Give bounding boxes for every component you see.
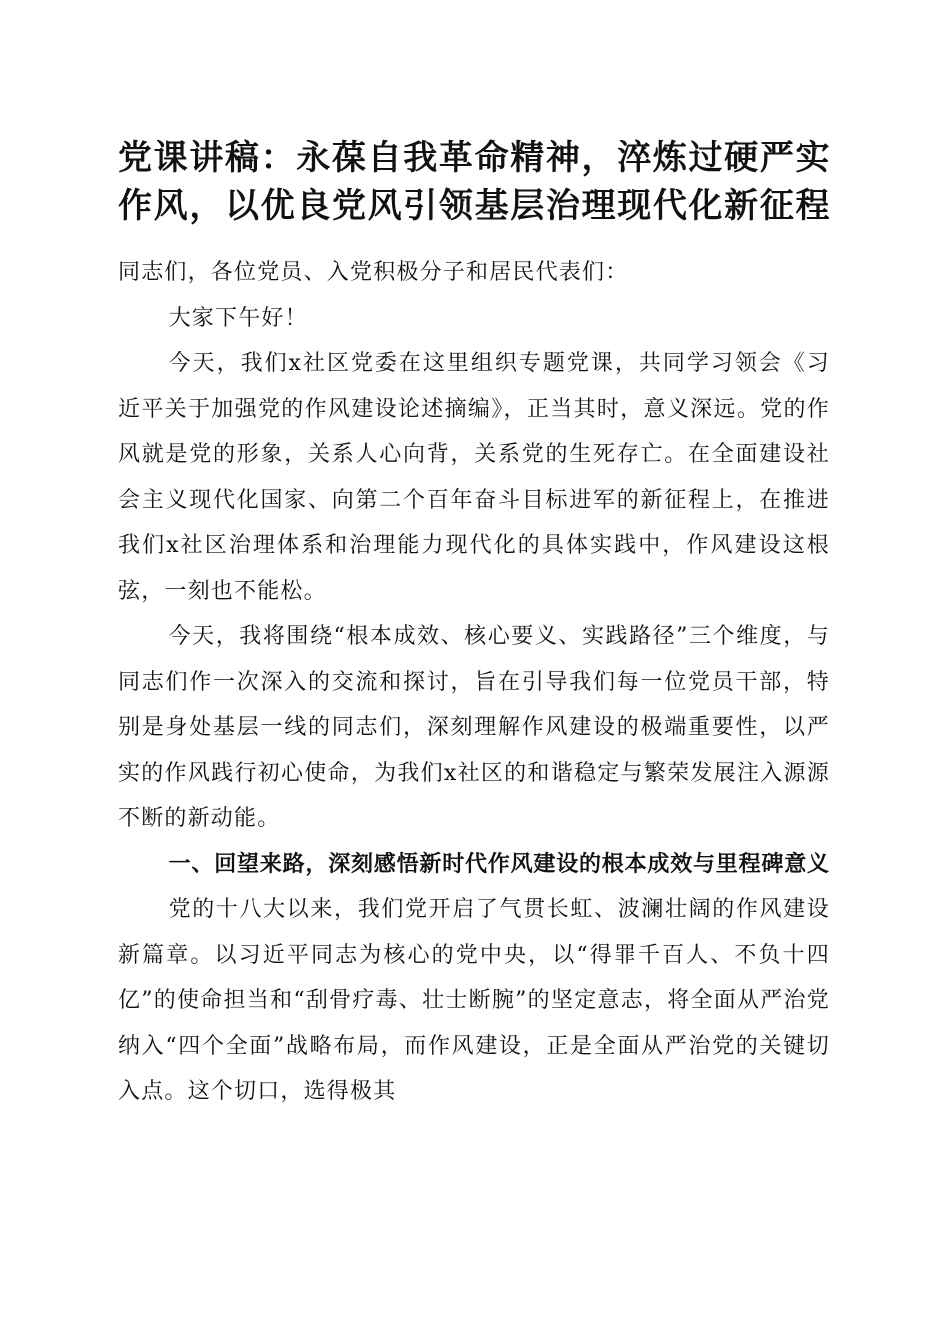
greeting: 大家下午好！ [168, 305, 308, 331]
document-body [118, 250, 830, 1115]
section-1-heading: 一、回望来路，深刻感悟新时代作风建设的根本成效与里程碑意义 [168, 851, 830, 877]
paragraph-1: 今天，我们x社区党委在这里组织专题党课，共同学习领会《习近平关于加强党的作风建设论述摘编》，正当其时，意义深远。党的作风就是党的形象，关系人心向背，关系党的生死存亡。在全面建设社会主义现代化国家、向第二个百年奋斗目标进军的新征程上，在推进我们x社区治理体系和治理能力现代化的具体实践中，作风建设这根弦，一刻也不能松。 [118, 351, 830, 604]
title-line-1: 党课讲稿：永葆自我革命精神，淬炼过硬严实 [118, 138, 830, 178]
paragraph-2: 今天，我将围绕“根本成效、核心要义、实践路径”三个维度，与同志们作一次深入的交流和探讨，旨在引导我们每一位党员干部，特别是身处基层一线的同志们，深刻理解作风建设的极端重要性，以严实的作风践行初心使命，为我们x社区的和谐稳定与繁荣发展注入源源不断的新动能。 [118, 624, 830, 831]
title-line-2: 作风，以优良党风引领基层治理现代化新征程 [118, 186, 830, 226]
salutation: 同志们，各位党员、入党积极分子和居民代表们： [118, 260, 629, 285]
paragraph-3: 党的十八大以来，我们党开启了气贯长虹、波澜壮阔的作风建设新篇章。以习近平同志为核心的党中央，以“得罪千百人、不负十四亿”的使命担当和“刮骨疗毒、壮士断腕”的坚定意志，将全面从严治党纳入“四个全面”战略布局，而作风建设，正是全面从严治党的关键切入点。这个切口，选得极其 [118, 897, 830, 1104]
document-title [118, 134, 830, 230]
